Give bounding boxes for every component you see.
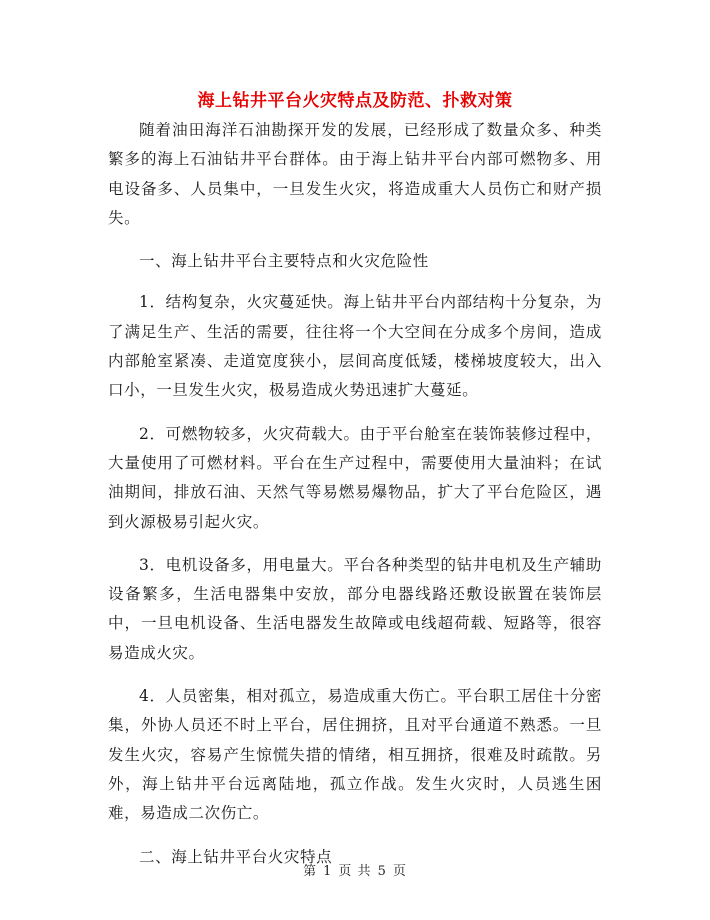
page-footer: [0, 860, 710, 879]
page-label-suffix: 页: [392, 864, 407, 879]
intro-paragraph: 随着油田海洋石油勘探开发的发展，已经形成了数量众多、种类繁多的海上石油钻井平台群体。由于海上钻井平台内部可燃物多、用电设备多、人员集中，一旦发生火灾，将造成重大人员伤亡和财产损失。: [108, 121, 602, 227]
point-paragraph-1: 1．结构复杂，火灾蔓延快。海上钻井平台内部结构十分复杂，为了满足生产、生活的需要，往往将一个大空间在分成多个房间，造成内部舱室紧凑、走道宽度狭小，层间高度低矮，楼梯坡度较大，出入口小，一旦发生火灾，极易造成火势迅速扩大蔓延。: [108, 293, 602, 400]
point-paragraph-2: 2．可燃物较多，火灾荷载大。由于平台舱室在装饰装修过程中，大量使用了可燃材料。平台在生产过程中，需要使用大量油料；在试油期间，排放石油、天然气等易燃易爆物品，扩大了平台危险区，遇到火源极易引起火灾。: [108, 424, 602, 531]
point-paragraph-4: 4．人员密集，相对孤立，易造成重大伤亡。平台职工居住十分密集，外协人员还不时上平台，居住拥挤，且对平台通道不熟悉。一旦发生火灾，容易产生惊慌失措的情绪，相互拥挤，很难及时疏散。另外，海上钻井平台远离陆地，孤立作战。发生火灾时，人员逃生困难，易造成二次伤亡。: [108, 687, 602, 823]
page-label-prefix: 第: [303, 864, 318, 879]
section-heading-2: 二、海上钻井平台火灾特点: [139, 847, 333, 866]
current-page-number: 1: [323, 864, 333, 879]
document-title: 海上钻井平台火灾特点及防范、扑救对策: [197, 91, 513, 111]
point-paragraph-3: 3．电机设备多，用电量大。平台各种类型的钻井电机及生产辅助设备繁多，生活电器集中安放，部分电器线路还敷设嵌置在装饰层中，一旦电机设备、生活电器发生故障或电线超荷载、短路等，很容易造成火灾。: [108, 555, 602, 662]
total-pages-number: 5: [377, 864, 387, 879]
page-label-mid: 页 共: [338, 864, 372, 879]
section-heading-1: 一、海上钻井平台主要特点和火灾危险性: [139, 252, 429, 271]
document-body: [108, 116, 602, 884]
